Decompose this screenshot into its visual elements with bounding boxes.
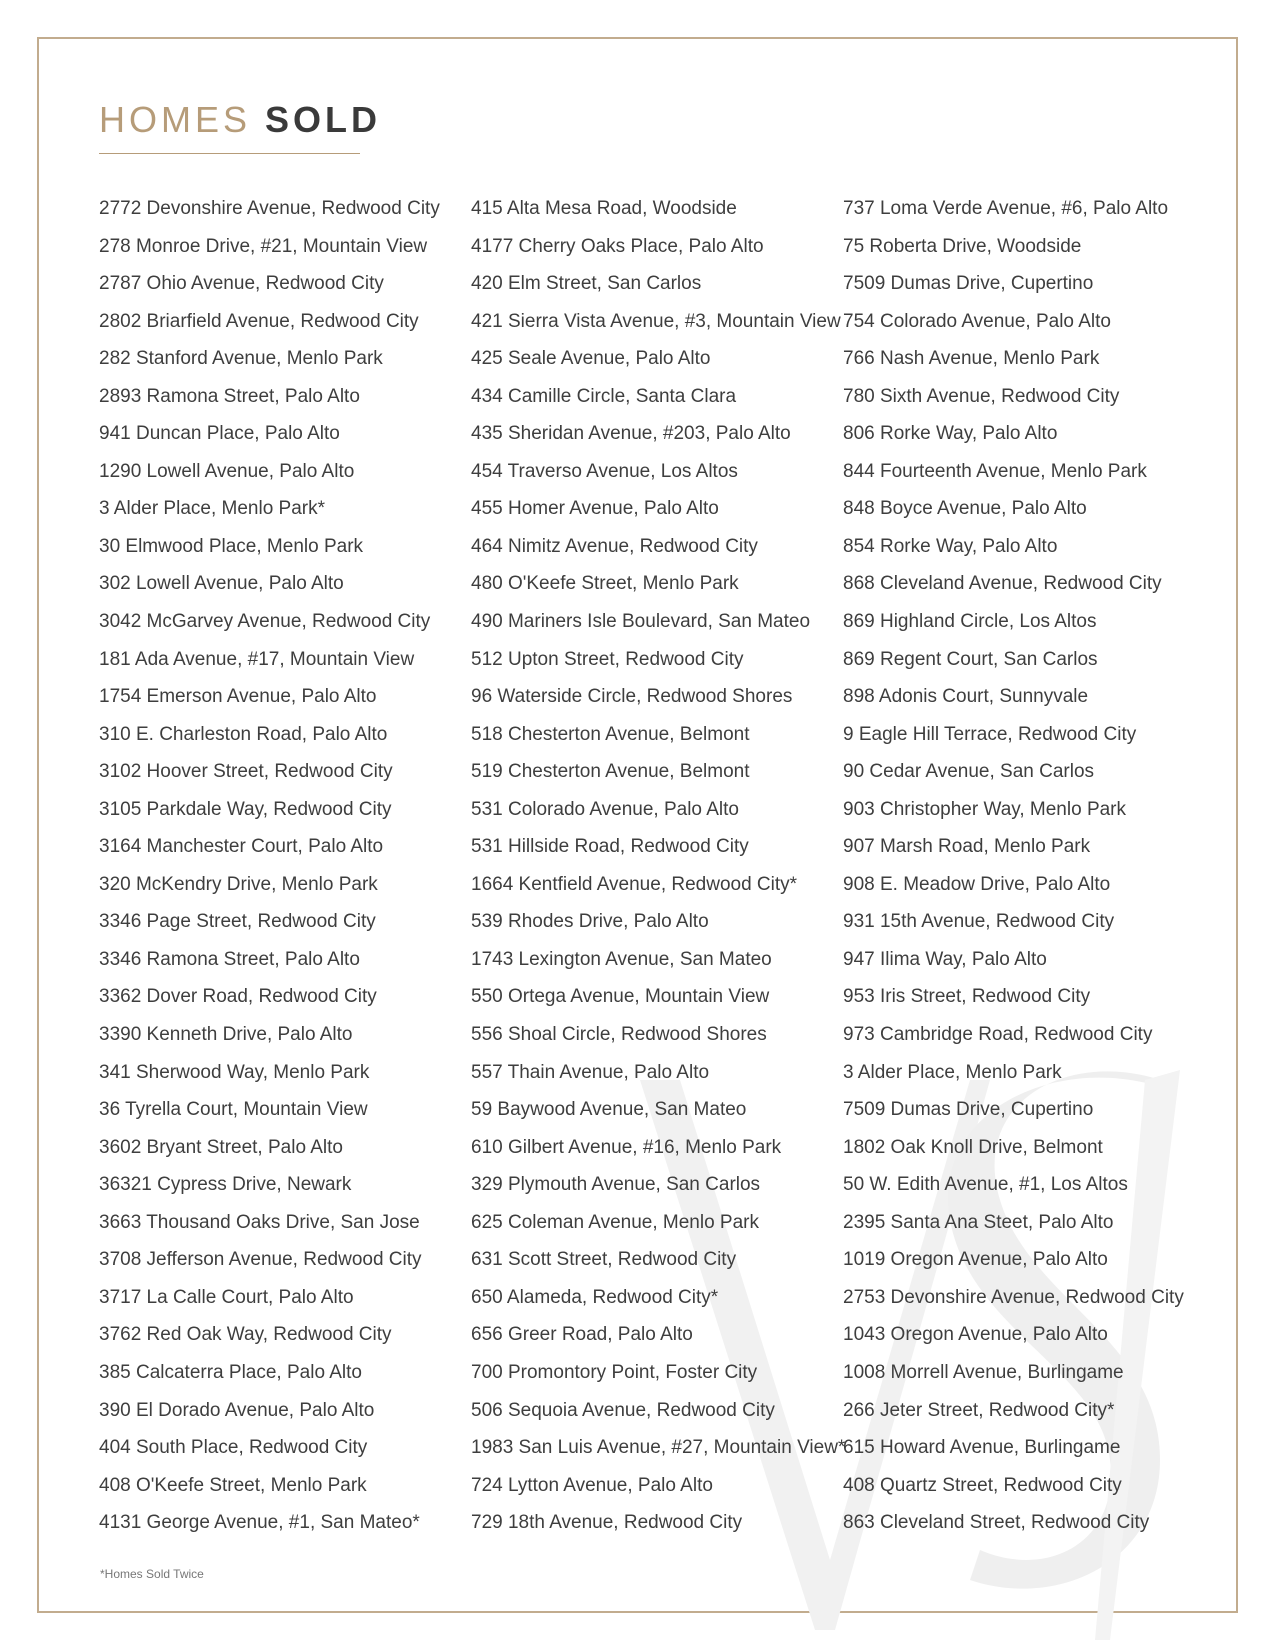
address-item: 724 Lytton Avenue, Palo Alto [471, 1474, 713, 1496]
address-item: 3042 McGarvey Avenue, Redwood City [99, 611, 431, 633]
address-item: 320 McKendry Drive, Menlo Park [99, 873, 378, 895]
address-item: 1754 Emerson Avenue, Palo Alto [99, 686, 377, 708]
address-item: 625 Coleman Avenue, Menlo Park [471, 1211, 759, 1233]
address-item: 868 Cleveland Avenue, Redwood City [843, 573, 1162, 595]
address-item: 941 Duncan Place, Palo Alto [99, 423, 340, 445]
address-item: 3390 Kenneth Drive, Palo Alto [99, 1024, 353, 1046]
address-item: 898 Adonis Court, Sunnyvale [843, 686, 1089, 708]
address-item: 615 Howard Avenue, Burlingame [843, 1437, 1121, 1459]
address-item: 2802 Briarfield Avenue, Redwood City [99, 310, 419, 332]
address-item: 59 Baywood Avenue, San Mateo [471, 1099, 747, 1121]
address-item: 454 Traverso Avenue, Los Altos [471, 460, 738, 482]
address-item: 1008 Morrell Avenue, Burlingame [843, 1361, 1124, 1383]
address-item: 947 Ilima Way, Palo Alto [843, 948, 1047, 970]
address-column-3 [843, 190, 1184, 1542]
address-item: 3 Alder Place, Menlo Park [843, 1061, 1062, 1083]
address-item: 96 Waterside Circle, Redwood Shores [471, 686, 793, 708]
address-item: 556 Shoal Circle, Redwood Shores [471, 1024, 767, 1046]
address-item: 2787 Ohio Avenue, Redwood City [99, 273, 384, 295]
address-item: 3708 Jefferson Avenue, Redwood City [99, 1249, 422, 1271]
address-item: 480 O'Keefe Street, Menlo Park [471, 573, 739, 595]
address-item: 9 Eagle Hill Terrace, Redwood City [843, 723, 1137, 745]
page-title [99, 96, 381, 144]
address-item: 181 Ada Avenue, #17, Mountain View [99, 648, 415, 670]
address-item: 490 Mariners Isle Boulevard, San Mateo [471, 611, 811, 633]
address-item: 907 Marsh Road, Menlo Park [843, 836, 1091, 858]
address-item: 75 Roberta Drive, Woodside [843, 235, 1082, 257]
address-item: 385 Calcaterra Place, Palo Alto [99, 1361, 362, 1383]
address-item: 266 Jeter Street, Redwood City* [843, 1399, 1115, 1421]
address-item: 455 Homer Avenue, Palo Alto [471, 498, 719, 520]
address-item: 531 Colorado Avenue, Palo Alto [471, 798, 739, 820]
address-item: 656 Greer Road, Palo Alto [471, 1324, 693, 1346]
address-item: 3 Alder Place, Menlo Park* [99, 498, 326, 520]
address-item: 519 Chesterton Avenue, Belmont [471, 761, 750, 783]
footnote: *Homes Sold Twice [100, 1567, 204, 1581]
address-item: 1743 Lexington Avenue, San Mateo [471, 948, 772, 970]
address-item: 1664 Kentfield Avenue, Redwood City* [471, 873, 798, 895]
address-item: 1802 Oak Knoll Drive, Belmont [843, 1136, 1103, 1158]
address-item: 310 E. Charleston Road, Palo Alto [99, 723, 388, 745]
address-item: 278 Monroe Drive, #21, Mountain View [99, 235, 428, 257]
address-item: 7509 Dumas Drive, Cupertino [843, 1099, 1094, 1121]
address-item: 729 18th Avenue, Redwood City [471, 1512, 743, 1534]
address-item: 869 Regent Court, San Carlos [843, 648, 1098, 670]
address-item: 1019 Oregon Avenue, Palo Alto [843, 1249, 1108, 1271]
title-bold-word: SOLD [265, 99, 382, 140]
address-item: 420 Elm Street, San Carlos [471, 273, 702, 295]
address-item: 650 Alameda, Redwood City* [471, 1286, 719, 1308]
address-item: 50 W. Edith Avenue, #1, Los Altos [843, 1174, 1128, 1196]
address-column-1 [99, 190, 440, 1542]
address-item: 390 El Dorado Avenue, Palo Alto [99, 1399, 375, 1421]
address-item: 3717 La Calle Court, Palo Alto [99, 1286, 354, 1308]
title-underline [99, 153, 360, 154]
address-item: 2893 Ramona Street, Palo Alto [99, 385, 360, 407]
address-item: 425 Seale Avenue, Palo Alto [471, 348, 711, 370]
address-item: 737 Loma Verde Avenue, #6, Palo Alto [843, 198, 1169, 219]
title-light-word: HOMES [99, 99, 252, 140]
address-item: 766 Nash Avenue, Menlo Park [843, 348, 1100, 370]
address-item: 844 Fourteenth Avenue, Menlo Park [843, 460, 1147, 482]
address-item: 3362 Dover Road, Redwood City [99, 986, 377, 1008]
address-item: 550 Ortega Avenue, Mountain View [471, 986, 770, 1008]
address-item: 512 Upton Street, Redwood City [471, 648, 744, 670]
address-item: 869 Highland Circle, Los Altos [843, 611, 1097, 633]
address-item: 3663 Thousand Oaks Drive, San Jose [99, 1211, 420, 1233]
address-item: 2772 Devonshire Avenue, Redwood City [99, 198, 440, 219]
address-item: 854 Rorke Way, Palo Alto [843, 535, 1058, 557]
address-item: 531 Hillside Road, Redwood City [471, 836, 749, 858]
address-item: 36 Tyrella Court, Mountain View [99, 1099, 368, 1121]
address-item: 518 Chesterton Avenue, Belmont [471, 723, 750, 745]
address-item: 464 Nimitz Avenue, Redwood City [471, 535, 758, 557]
address-item: 415 Alta Mesa Road, Woodside [471, 198, 737, 219]
address-item: 1983 San Luis Avenue, #27, Mountain View* [471, 1437, 846, 1459]
address-item: 754 Colorado Avenue, Palo Alto [843, 310, 1111, 332]
address-item: 1043 Oregon Avenue, Palo Alto [843, 1324, 1108, 1346]
address-item: 539 Rhodes Drive, Palo Alto [471, 911, 709, 933]
address-item: 953 Iris Street, Redwood City [843, 986, 1091, 1008]
address-item: 903 Christopher Way, Menlo Park [843, 798, 1127, 820]
address-item: 30 Elmwood Place, Menlo Park [99, 535, 364, 557]
address-item: 700 Promontory Point, Foster City [471, 1361, 758, 1383]
address-item: 780 Sixth Avenue, Redwood City [843, 385, 1120, 407]
address-item: 973 Cambridge Road, Redwood City [843, 1024, 1153, 1046]
address-item: 4131 George Avenue, #1, San Mateo* [99, 1512, 420, 1534]
address-item: 2753 Devonshire Avenue, Redwood City [843, 1286, 1184, 1308]
address-item: 302 Lowell Avenue, Palo Alto [99, 573, 344, 595]
address-item: 3602 Bryant Street, Palo Alto [99, 1136, 343, 1158]
address-item: 408 Quartz Street, Redwood City [843, 1474, 1122, 1496]
address-item: 282 Stanford Avenue, Menlo Park [99, 348, 383, 370]
address-item: 631 Scott Street, Redwood City [471, 1249, 737, 1271]
address-item: 610 Gilbert Avenue, #16, Menlo Park [471, 1136, 782, 1158]
address-item: 4177 Cherry Oaks Place, Palo Alto [471, 235, 764, 257]
address-item: 3346 Ramona Street, Palo Alto [99, 948, 360, 970]
address-item: 931 15th Avenue, Redwood City [843, 911, 1115, 933]
address-column-2 [471, 190, 845, 1542]
address-item: 3105 Parkdale Way, Redwood City [99, 798, 392, 820]
address-item: 7509 Dumas Drive, Cupertino [843, 273, 1094, 295]
address-item: 908 E. Meadow Drive, Palo Alto [843, 873, 1111, 895]
address-item: 1290 Lowell Avenue, Palo Alto [99, 460, 355, 482]
address-item: 848 Boyce Avenue, Palo Alto [843, 498, 1087, 520]
address-item: 3762 Red Oak Way, Redwood City [99, 1324, 392, 1346]
address-item: 806 Rorke Way, Palo Alto [843, 423, 1058, 445]
address-item: 2395 Santa Ana Steet, Palo Alto [843, 1211, 1114, 1233]
address-item: 863 Cleveland Street, Redwood City [843, 1512, 1150, 1534]
address-item: 435 Sheridan Avenue, #203, Palo Alto [471, 423, 791, 445]
address-item: 506 Sequoia Avenue, Redwood City [471, 1399, 775, 1421]
address-item: 3346 Page Street, Redwood City [99, 911, 376, 933]
address-item: 408 O'Keefe Street, Menlo Park [99, 1474, 367, 1496]
address-item: 3102 Hoover Street, Redwood City [99, 761, 393, 783]
address-item: 404 South Place, Redwood City [99, 1437, 368, 1459]
address-item: 3164 Manchester Court, Palo Alto [99, 836, 384, 858]
address-item: 90 Cedar Avenue, San Carlos [843, 761, 1095, 783]
address-item: 557 Thain Avenue, Palo Alto [471, 1061, 710, 1083]
address-item: 421 Sierra Vista Avenue, #3, Mountain View [471, 310, 841, 332]
address-item: 36321 Cypress Drive, Newark [99, 1174, 352, 1196]
address-item: 329 Plymouth Avenue, San Carlos [471, 1174, 761, 1196]
address-item: 434 Camille Circle, Santa Clara [471, 385, 737, 407]
address-item: 341 Sherwood Way, Menlo Park [99, 1061, 370, 1083]
